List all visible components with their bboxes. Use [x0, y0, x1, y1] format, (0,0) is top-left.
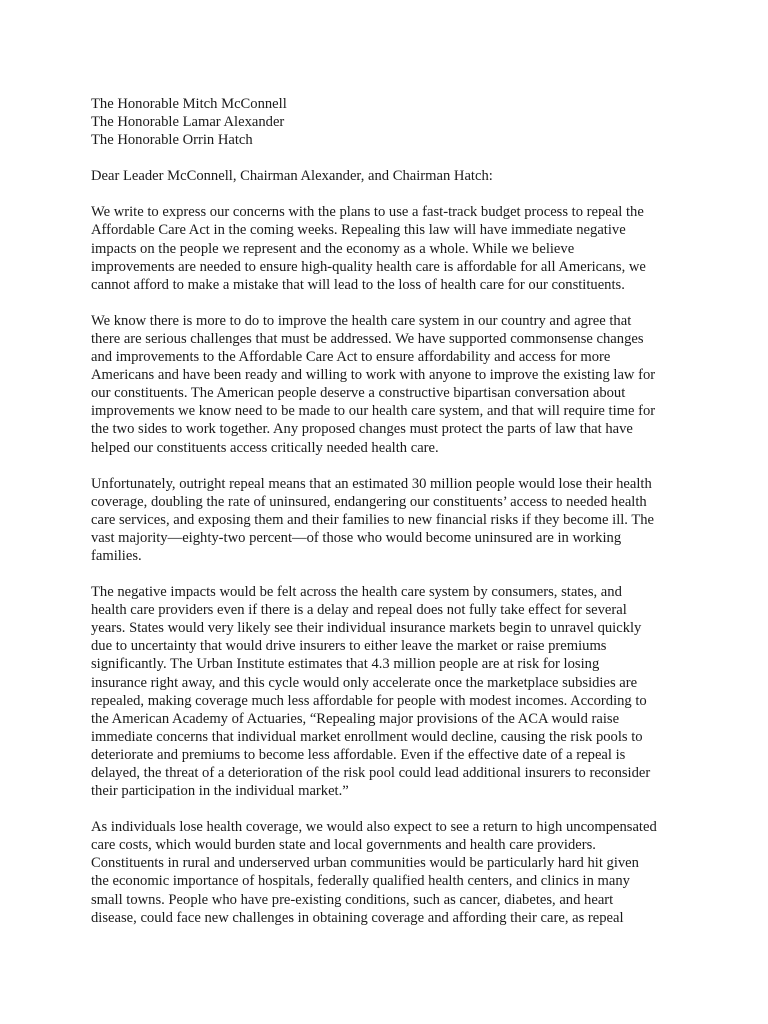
text-line: deteriorate and premiums to become less affordable. Even if the effective date of a repeal is: [91, 746, 626, 763]
text-line: As individuals lose health coverage, we would also expect to see a return to high uncompensated: [91, 819, 657, 836]
addressee-line: The Honorable Mitch McConnell: [91, 96, 287, 112]
paragraph: [91, 203, 698, 293]
paragraph: [91, 312, 698, 457]
text-line: helped our constituents access critically needed health care.: [91, 439, 439, 456]
text-line: care services, and exposing them and their families to new financial risks if they become ill. The: [91, 511, 655, 528]
text-line: care costs, which would burden state and local governments and health care providers.: [91, 837, 596, 854]
text-line: Unfortunately, outright repeal means that an estimated 30 million people would lose their health: [91, 475, 652, 492]
addressee-line: The Honorable Orrin Hatch: [91, 132, 253, 149]
text-line: Constituents in rural and underserved urban communities would be particularly hard hit given: [91, 855, 639, 872]
text-line: health care providers even if there is a delay and repeal does not fully take effect for several: [91, 602, 627, 619]
text-line: improvements are needed to ensure high-quality health care is affordable for all Americans, we: [91, 258, 646, 275]
text-line: our constituents. The American people deserve a constructive bipartisan conversation about: [91, 385, 626, 402]
text-line: Americans and have been ready and willing to work with anyone to improve the existing law for: [91, 367, 656, 384]
text-line: due to uncertainty that would drive insurers to either leave the market or raise premiums: [91, 638, 607, 655]
text-line: coverage, doubling the rate of uninsured, endangering our constituents’ access to needed health: [91, 493, 647, 510]
text-line: We know there is more to do to improve the health care system in our country and agree that: [91, 312, 632, 329]
text-line: the economic importance of hospitals, federally qualified health centers, and clinics in many: [91, 873, 630, 890]
text-line: repealed, making coverage much less affordable for people with modest incomes. According to: [91, 692, 647, 709]
text-line: delayed, the threat of a deterioration of the risk pool could lead additional insurers to reconsider: [91, 765, 651, 781]
text-line: impacts on the people we represent and the economy as a whole. While we believe: [91, 240, 575, 257]
text-line: The negative impacts would be felt across the health care system by consumers, states, and: [91, 584, 622, 601]
text-line: We write to express our concerns with the plans to use a fast-track budget process to repeal the: [91, 204, 644, 221]
text-line: their participation in the individual market.”: [91, 783, 349, 800]
paragraph: [91, 583, 698, 800]
text-line: insurance right away, and this cycle would only accelerate once the marketplace subsidies are: [91, 674, 638, 691]
text-line: Affordable Care Act in the coming weeks. Repealing this law will have immediate negative: [91, 222, 626, 239]
paragraph: [91, 475, 698, 565]
text-line: the two sides to work together. Any proposed changes must protect the parts of law that have: [91, 421, 633, 438]
addressee-block: [91, 95, 698, 149]
salutation: Dear Leader McConnell, Chairman Alexander, and Chairman Hatch:: [91, 168, 493, 185]
text-line: years. States would very likely see their individual insurance markets begin to unravel quickly: [91, 620, 642, 637]
addressee-line: The Honorable Lamar Alexander: [91, 114, 285, 131]
text-line: families.: [91, 547, 142, 564]
text-line: disease, could face new challenges in obtaining coverage and affording their care, as repeal: [91, 909, 624, 926]
text-line: and improvements to the Affordable Care Act to ensure affordability and access for more: [91, 349, 611, 366]
text-line: there are serious challenges that must be addressed. We have supported commonsense changes: [91, 330, 644, 347]
text-line: improvements we know need to be made to our health care system, and that will require time for: [91, 403, 656, 420]
text-line: vast majority—eighty-two percent—of those who would become uninsured are in working: [91, 529, 622, 546]
text-line: cannot afford to make a mistake that will lead to the loss of health care for our constituents.: [91, 276, 625, 293]
text-line: the American Academy of Actuaries, “Repealing major provisions of the ACA would raise: [91, 710, 620, 727]
text-line: small towns. People who have pre-existing conditions, such as cancer, diabetes, and heart: [91, 891, 614, 908]
text-line: significantly. The Urban Institute estimates that 4.3 million people are at risk for losing: [91, 656, 600, 673]
text-line: immediate concerns that individual market enrollment would decline, causing the risk pools to: [91, 728, 643, 745]
paragraph: [91, 818, 698, 927]
